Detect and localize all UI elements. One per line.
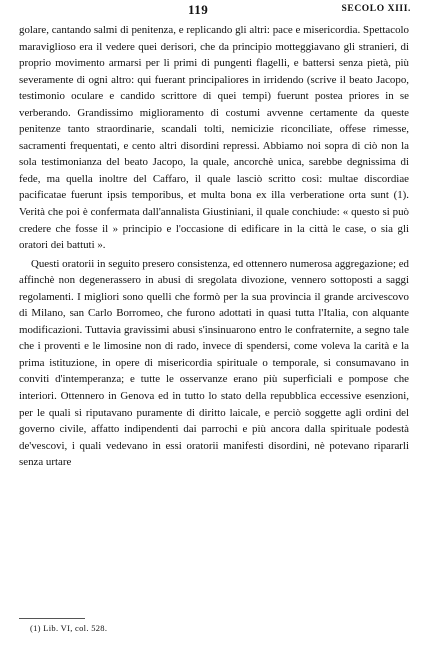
paragraph-2: Questi oratorii in seguito presero consistenza, ed ottennero numerosa aggregazione; ed affinchè non degenerassero in abusi di sregolata divozione, vennero sottoposti a saggi regolamenti. I migliori sono quelli che formò per la sua provincia il grande arcivescovo di Milano, san Carlo Borromeo, che furono adottati in quasi tutta l'Italia, con alquante modificazioni. Tuttavia gravissimi abusi s'insinuarono entro le confraternite, a segno tale che i proventi e le limosine non di rado, invece di spendersi, come voleva la carità e la prima istituzione, in opere di misericordia spirituale o temporale, si consumavano in conviti d'intemperanza; e tutte le osservanze erano più superficiali e pompose che interiori. Ottennero in Genova ed in tutto lo stato della repubblica eccessive esenzioni, per le quali si riputavano puramente di diritto laicale, e perciò soggette agli ordini del governo civile, affatto indipendenti dai parrochi e più ancora dalla spirituale podestà de'vescovi, i quali vedevano in essi oratorii manifesti disordini, nè potevano ripararli senza urtare	[19, 257, 409, 469]
paragraph-1: golare, cantando salmi di penitenza, e replicando gli altri: pace e misericordia. Spettacolo maraviglioso era il vedere quei derisori, che da principio motteggiavano gli stranieri, di proprio movimento armarsi per li primi di pungenti flagelli, e battersi senza pietà, più severamente di ogni altro: qui fuerant principaliores in irridendo (scrive il beato Jacopo, testimonio oculare e candido scrittore di quei tempi) fuerunt postea priores in se verberando. Grandissimo miglioramento di costumi avvenne certamente da queste penitenze tanto straordinarie, scandali tolti, nemicizie riconciliate, offese rimesse, sacramenti frequentati, e cento altri disordini repressi. Abbiamo noi sopra di ciò non la sola testimonianza del beato Jacopo, la quale, ancorchè unica, sarebbe degnissima di fede, ma quella inoltre del Caffaro, il quale lasciò scritto così: multae discordiae pacificatae fuerunt ipsis temporibus, et multa bona ex illa verberatione orta sunt (1). Verità che poi è confermata dall'annalista Giustiniani, il quale conchiude: « questo si può credere che fosse il » principio e l'occasione di edificare in la città le case, o sia gli oratori dei battuti ».	[19, 24, 409, 252]
running-head: SECOLO XIII.	[341, 4, 411, 14]
page-number: 119	[188, 2, 209, 17]
page-header	[0, 2, 425, 18]
footnote: (1) Lib. VI, col. 528.	[30, 623, 108, 633]
body-text	[19, 22, 409, 471]
footnote-rule	[19, 618, 85, 619]
